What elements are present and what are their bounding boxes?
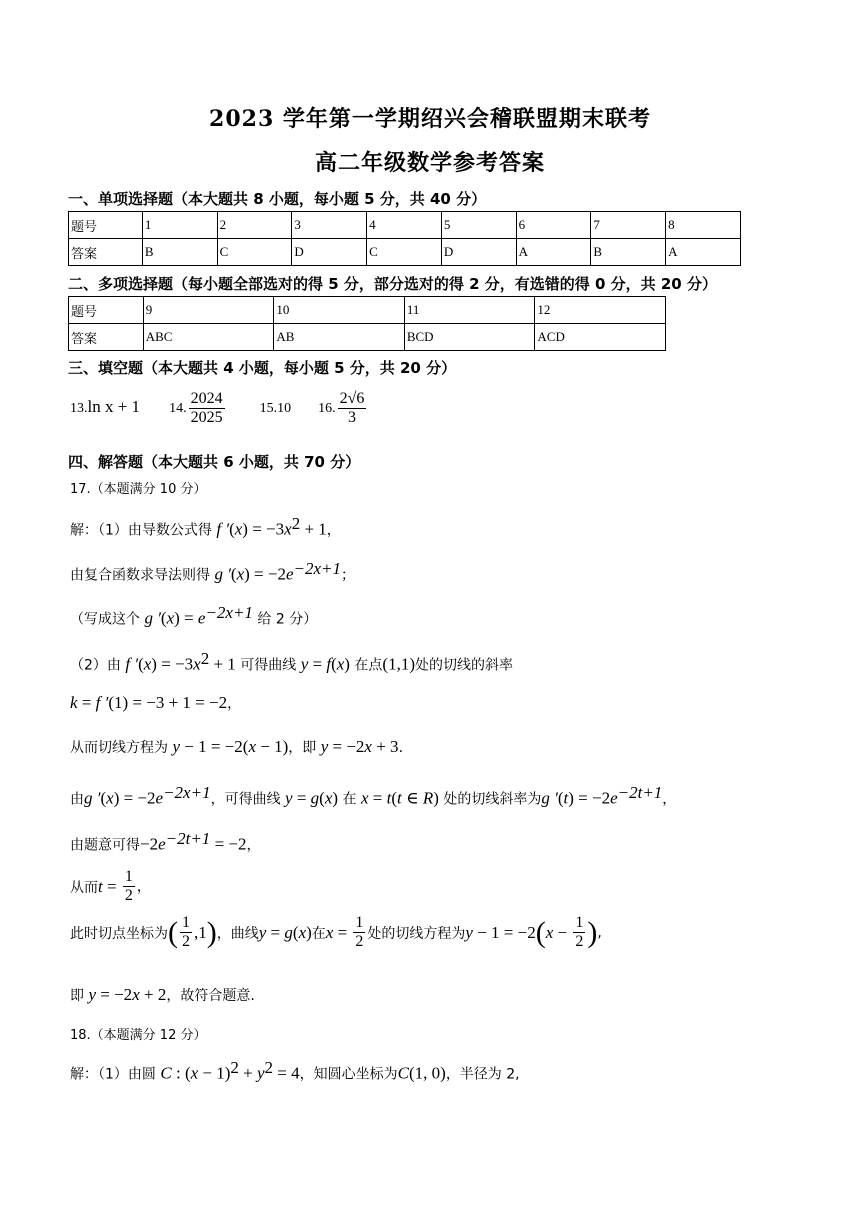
answer-13-label: 13.: [70, 401, 88, 417]
table-row: [69, 297, 666, 324]
q17-line-2: 由复合函数求导法则得 g $'(x) = -2e^{-2x+1}$；: [70, 559, 356, 584]
q17-line-9: 从而t = $\frac{1}{2}$ ，: [70, 868, 151, 905]
text: 由: [70, 791, 84, 808]
q17-line-7: 由g $'(x) = -2e^{-2x+1}$，可得曲线 y = g(x) 在 x = t(t ∈ R) 处的切线斜率为g $'(t) = -2e^{-2t+1}$，: [70, 783, 677, 808]
question-cell: 4: [367, 212, 442, 239]
text: 从而切线方程为: [70, 740, 168, 756]
question-cell: 7: [591, 212, 666, 239]
answer-14-label: 14.: [169, 401, 187, 417]
fraction-denominator: 3: [347, 409, 356, 427]
question-cell: 9: [143, 297, 274, 324]
text: ，可得曲线: [210, 791, 281, 808]
answer-16-fraction: [338, 390, 367, 428]
fraction-numerator: 2√6: [338, 390, 367, 409]
table-row: [69, 212, 741, 239]
text: 处的切线的斜率: [414, 657, 513, 674]
text: 此时切点坐标为: [70, 925, 168, 942]
q17-line-3: （写成这个 g $'(x) = e^{-2x+1}$ 给 2 分）: [70, 603, 318, 628]
table-row: [69, 239, 741, 266]
question-cell: 5: [441, 212, 516, 239]
text: 可得曲线: [240, 657, 297, 674]
q17-line-10: 此时切点坐标为( $\frac{1}{2}$ ,1)，曲线y = g(x)在x = $\frac{1}{2}$ 处的切线方程为y − 1 = −2(x − $\frac{1}{2}$ ),: [70, 914, 602, 951]
section1-heading: 一、单项选择题（本大题共 8 小题，每小题 5 分，共 40 分）: [68, 190, 487, 208]
answer-cell: ACD: [535, 324, 666, 351]
table-header-cell: 答案: [69, 239, 143, 266]
answer-cell: D: [441, 239, 516, 266]
q17-line-5: k = f ′(1) = −3 + 1 = −2，: [70, 693, 242, 712]
table-header-cell: 题号: [69, 212, 143, 239]
q17-line-4: （2）由 f $'(x) = -3x^2 + 1$ 可得曲线 y = f(x) 在点(1,1)处的切线的斜率: [70, 649, 513, 674]
q17-line-11: 即 y = −2x + 2，故符合题意.: [70, 985, 255, 1004]
q17-line-8: 由题意可得$-2e^{-2t+1} = -2$，: [70, 829, 261, 854]
section2-heading: 二、多项选择题（每小题全部选对的得 5 分，部分选对的得 2 分，有选错的得 0 分，共 20 分）: [68, 275, 717, 293]
question-cell: 12: [535, 297, 666, 324]
document-title: 2023 学年第一学期绍兴会稽联盟期末联考: [209, 106, 651, 132]
answer-cell: B: [142, 239, 217, 266]
text: 处的切线斜率为: [443, 791, 542, 808]
answer-cell: A: [666, 239, 741, 266]
text: 由复合函数求导法则得: [70, 567, 210, 584]
text: 解：（1）由导数公式得: [70, 522, 212, 539]
answer-cell: B: [591, 239, 666, 266]
text: 即: [70, 988, 84, 1004]
table-header-cell: 题号: [69, 297, 144, 324]
text: 给 2 分）: [257, 611, 318, 628]
text: 从而: [70, 879, 98, 896]
text: （2）由: [70, 657, 121, 674]
text: 在点: [354, 657, 383, 674]
section1-answer-table: [68, 211, 741, 266]
question-cell: 2: [217, 212, 292, 239]
fraction-denominator: 2025: [190, 409, 223, 427]
answer-cell: A: [516, 239, 591, 266]
question-cell: 11: [404, 297, 535, 324]
text: 处的切线方程为: [367, 925, 466, 942]
answer-cell: D: [292, 239, 367, 266]
text: 在: [342, 791, 357, 808]
answer-15: 15.10: [259, 401, 292, 417]
text: ，故符合题意.: [166, 988, 255, 1004]
answer-14-fraction: [189, 390, 225, 428]
fill-in-answers: [70, 390, 368, 428]
q17-line-6: 从而切线方程为 y − 1 = −2(x − 1)，即 y = −2x + 3.: [70, 737, 404, 756]
question-cell: 1: [142, 212, 217, 239]
section2-answer-table: [68, 296, 666, 351]
answer-16-label: 16.: [318, 401, 336, 417]
text: 由题意可得: [70, 837, 140, 854]
q17-title: 17.（本题满分 10 分）: [70, 482, 207, 497]
text: ，曲线: [216, 925, 259, 942]
q17-line-1: 解：（1）由导数公式得 f $'(x) = -3x^2 + 1$，: [70, 514, 341, 539]
answer-cell: C: [367, 239, 442, 266]
document-subtitle: 高二年级数学参考答案: [314, 150, 545, 176]
text: 解：（1）由圆: [70, 1066, 156, 1083]
section3-heading: 三、填空题（本大题共 4 小题，每小题 5 分，共 20 分）: [68, 359, 457, 377]
answer-cell: AB: [274, 324, 405, 351]
q18-title: 18.（本题满分 12 分）: [70, 1028, 207, 1043]
question-cell: 10: [274, 297, 405, 324]
answer-cell: C: [217, 239, 292, 266]
text: ，知圆心坐标为: [299, 1066, 398, 1083]
answer-13: ln x + 1: [87, 397, 141, 417]
fraction-numerator: 2024: [189, 390, 225, 409]
section4-heading: 四、解答题（本大题共 6 小题，共 70 分）: [68, 453, 361, 471]
text: ，半径为 2,: [445, 1066, 520, 1083]
text: ，即: [288, 740, 317, 756]
text: （写成这个: [70, 611, 140, 628]
table-header-cell: 答案: [69, 324, 144, 351]
answer-cell: BCD: [404, 324, 535, 351]
question-cell: 6: [516, 212, 591, 239]
table-row: [69, 324, 666, 351]
question-cell: 8: [666, 212, 741, 239]
text: 在: [311, 925, 326, 942]
answer-cell: ABC: [143, 324, 274, 351]
question-cell: 3: [292, 212, 367, 239]
q18-line-1: 解：（1）由圆 C : $(x - 1)^2 + y^2 = 4$，知圆心坐标为C(1, 0)，半径为 2,: [70, 1058, 520, 1083]
